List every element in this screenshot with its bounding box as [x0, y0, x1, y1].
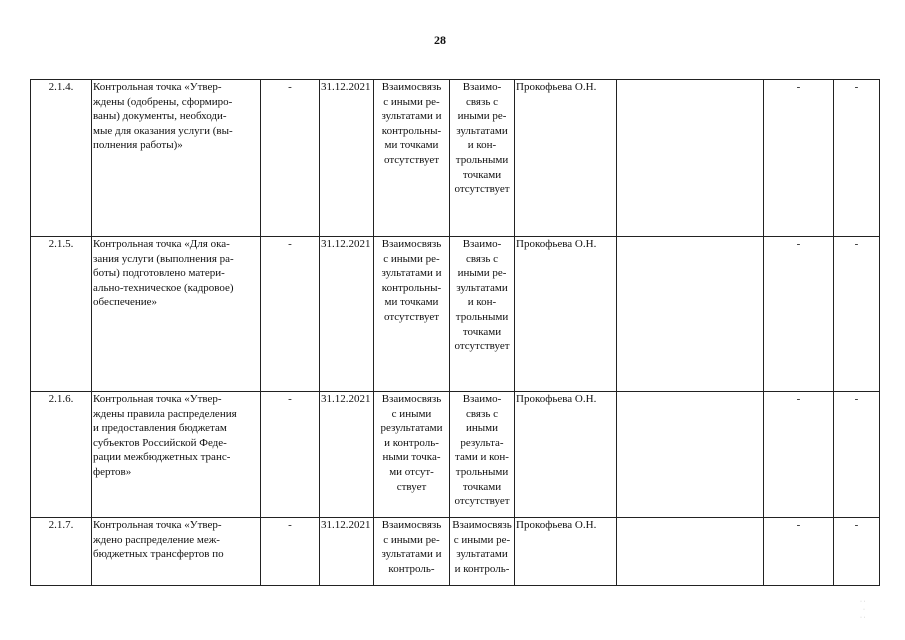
relation-results-cell-line: Взаимосвязь: [381, 81, 442, 93]
relation-results-cell-line: результатами: [380, 422, 443, 435]
start-date-cell: -: [261, 80, 320, 237]
responsible-person-cell: Прокофьева О.Н.: [515, 518, 617, 586]
relation-points-cell-line: Взаимо-: [462, 393, 502, 405]
empty-cell: [617, 392, 764, 518]
point-number: 2.1.4.: [31, 80, 92, 237]
dash-cell: -: [834, 80, 880, 237]
point-name-line: субъектов Российской Феде-: [93, 436, 227, 449]
relation-points-cell-line: и кон-: [467, 139, 497, 152]
relation-results-cell-line: отсутствует: [383, 153, 440, 166]
relation-points-cell-line: точками: [462, 325, 502, 338]
relation-points-cell-line: иными ре-: [457, 110, 507, 123]
point-name: [92, 237, 261, 392]
relation-results-cell-line: контрольны-: [381, 124, 442, 137]
point-name-line: Контрольная точка «Утвер-: [93, 81, 222, 93]
point-name-line: Контрольная точка «Утвер-: [93, 393, 222, 405]
relation-points-cell-line: зультатами: [456, 124, 508, 137]
point-name-line: Контрольная точка «Утвер-: [93, 519, 222, 531]
relation-points-cell: [450, 392, 515, 518]
relation-points-cell-line: Взаимо-: [462, 238, 502, 250]
relation-points-cell-line: отсутствует: [454, 495, 510, 508]
table-row: [31, 80, 880, 237]
point-name-line: ждены (одобрены, сформиро-: [93, 95, 233, 108]
relation-points-cell-line: зультатами: [456, 548, 508, 561]
point-number: 2.1.6.: [31, 392, 92, 518]
point-name-line: ждены правила распределения: [93, 407, 237, 420]
relation-points-cell-line: связь с: [466, 407, 498, 420]
responsible-person-cell: Прокофьева О.Н.: [515, 237, 617, 392]
point-name-line: обеспечение»: [93, 296, 158, 309]
point-name-line: ваны) документы, необходи-: [93, 110, 227, 123]
relation-points-cell-line: тами и кон-: [455, 451, 509, 464]
relation-points-cell-line: трольными: [455, 465, 509, 478]
relation-results-cell-line: зультатами и: [381, 267, 442, 280]
relation-points-cell-line: иными: [465, 422, 498, 435]
relation-points-cell-line: с иными ре-: [453, 533, 511, 546]
relation-results-cell: [374, 392, 450, 518]
relation-points-cell-line: и контроль-: [454, 562, 510, 575]
relation-results-cell-line: с иными ре-: [383, 252, 440, 265]
empty-cell: [617, 80, 764, 237]
relation-points-cell-line: отсутствует: [454, 183, 510, 196]
dash-cell: -: [834, 237, 880, 392]
point-name-line: рации межбюджетных транс-: [93, 451, 231, 464]
dash-cell: -: [764, 80, 834, 237]
relation-points-cell: [450, 518, 515, 586]
relation-results-cell-line: ми точками: [384, 139, 439, 152]
relation-results-cell: [374, 237, 450, 392]
table-row: [31, 518, 880, 586]
point-number: 2.1.5.: [31, 237, 92, 392]
relation-results-cell-line: отсутствует: [383, 310, 440, 323]
relation-results-cell-line: Взаимосвязь: [381, 238, 442, 250]
relation-points-cell-line: Взаимо-: [462, 81, 502, 93]
control-points-table: [30, 79, 880, 586]
relation-results-cell: [374, 80, 450, 237]
scan-artifact: · · · · ·: [860, 599, 866, 621]
point-name: [92, 518, 261, 586]
relation-results-cell: [374, 518, 450, 586]
relation-points-cell-line: Взаимосвязь: [452, 519, 512, 531]
responsible-person-cell: Прокофьева О.Н.: [515, 80, 617, 237]
relation-results-cell-line: Взаимосвязь: [381, 393, 442, 405]
point-name-line: Контрольная точка «Для ока-: [93, 238, 230, 250]
end-date-cell: 31.12.2021: [320, 392, 374, 518]
relation-points-cell-line: связь с: [466, 252, 498, 265]
relation-results-cell-line: ными точка-: [382, 451, 441, 464]
relation-points-cell: [450, 80, 515, 237]
start-date-cell: -: [261, 518, 320, 586]
relation-results-cell-line: контрольны-: [381, 281, 442, 294]
end-date-cell: 31.12.2021: [320, 80, 374, 237]
dash-cell: -: [764, 237, 834, 392]
point-name: [92, 80, 261, 237]
end-date-cell: 31.12.2021: [320, 237, 374, 392]
empty-cell: [617, 237, 764, 392]
point-name-line: мые для оказания услуги (вы-: [93, 124, 233, 137]
relation-results-cell-line: Взаимосвязь: [381, 519, 442, 531]
point-name-line: ждено распределение меж-: [93, 533, 220, 546]
relation-results-cell-line: с иными ре-: [383, 95, 440, 108]
point-name-line: боты) подготовлено матери-: [93, 267, 225, 280]
start-date-cell: -: [261, 392, 320, 518]
relation-results-cell-line: ми точками: [384, 296, 439, 309]
relation-results-cell-line: зультатами и: [381, 110, 442, 123]
responsible-person-cell: Прокофьева О.Н.: [515, 392, 617, 518]
dash-cell: -: [834, 518, 880, 586]
empty-cell: [617, 518, 764, 586]
relation-points-cell-line: точками: [462, 168, 502, 181]
start-date-cell: -: [261, 237, 320, 392]
relation-results-cell-line: контроль-: [388, 562, 435, 575]
relation-points-cell-line: и кон-: [467, 296, 497, 309]
point-name-line: зания услуги (выполнения ра-: [93, 252, 234, 265]
relation-results-cell-line: ствует: [396, 480, 427, 493]
relation-points-cell-line: иными ре-: [457, 267, 507, 280]
relation-points-cell-line: трольными: [455, 153, 509, 166]
page-number: 28: [434, 33, 446, 47]
point-name: [92, 392, 261, 518]
relation-points-cell-line: точками: [462, 480, 502, 493]
point-name-line: бюджетных трансфертов по: [93, 548, 224, 561]
point-name-line: ально-техническое (кадровое): [93, 281, 234, 294]
relation-points-cell-line: результа-: [460, 436, 504, 449]
dash-cell: -: [764, 392, 834, 518]
table-row: [31, 392, 880, 518]
relation-results-cell-line: и контроль-: [384, 436, 439, 449]
dash-cell: -: [834, 392, 880, 518]
relation-results-cell-line: ми отсут-: [389, 465, 434, 478]
table-row: [31, 237, 880, 392]
point-name-line: полнения работы)»: [93, 139, 183, 152]
point-number: 2.1.7.: [31, 518, 92, 586]
end-date-cell: 31.12.2021: [320, 518, 374, 586]
dash-cell: -: [764, 518, 834, 586]
relation-points-cell-line: связь с: [466, 95, 498, 108]
relation-points-cell-line: отсутствует: [454, 340, 510, 353]
relation-results-cell-line: с иными: [391, 407, 432, 420]
relation-results-cell-line: зультатами и: [381, 548, 442, 561]
point-name-line: фертов»: [93, 465, 132, 478]
point-name-line: и предоставления бюджетам: [93, 422, 227, 435]
relation-points-cell: [450, 237, 515, 392]
relation-results-cell-line: с иными ре-: [383, 533, 440, 546]
relation-points-cell-line: зультатами: [456, 281, 508, 294]
relation-points-cell-line: трольными: [455, 310, 509, 323]
